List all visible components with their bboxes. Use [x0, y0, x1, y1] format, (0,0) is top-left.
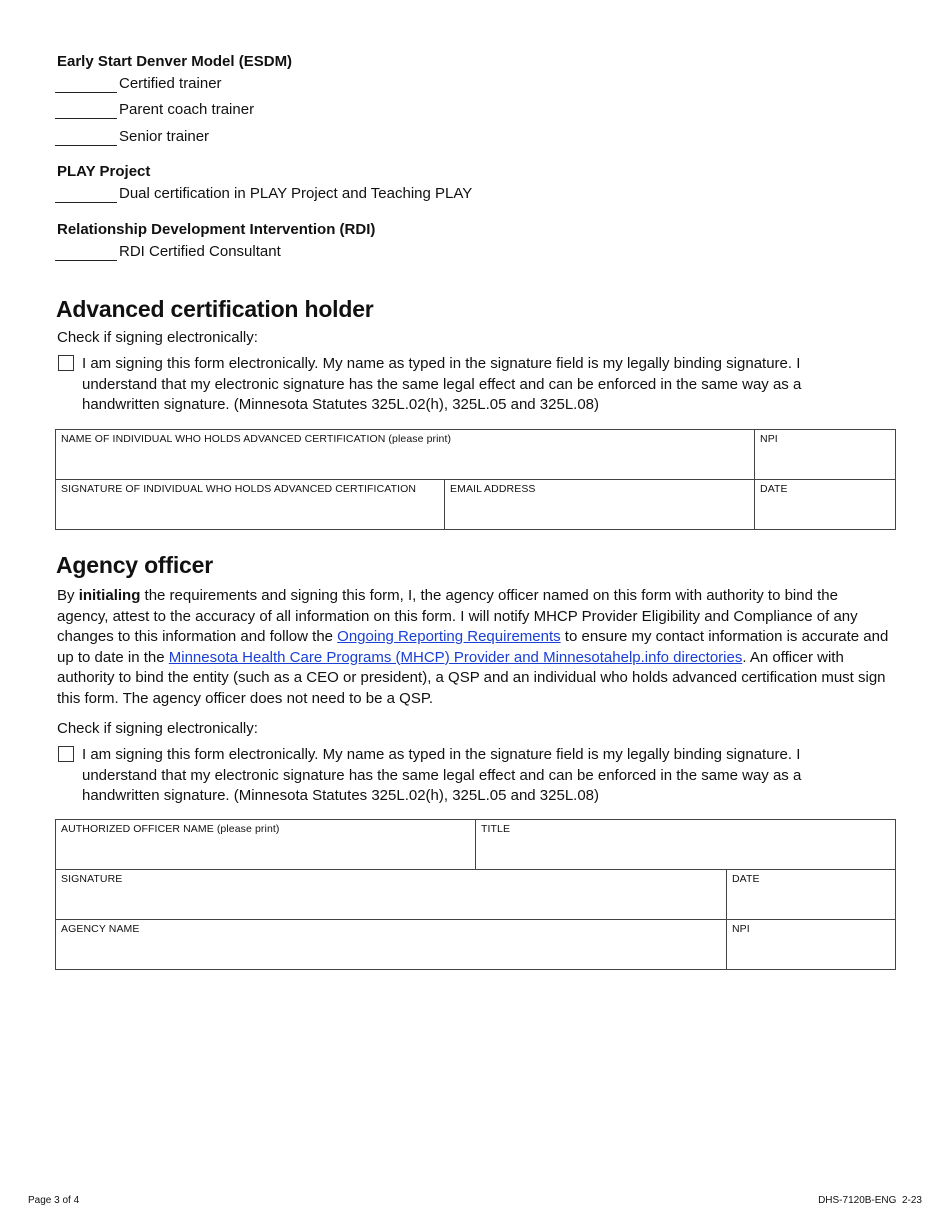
officer-date-label: DATE: [732, 873, 760, 885]
officer-signature-label: SIGNATURE: [61, 873, 123, 885]
advanced-signature-label: SIGNATURE OF INDIVIDUAL WHO HOLDS ADVANCED CERTIFICATION: [61, 483, 417, 495]
rdi-heading: Relationship Development Intervention (RDI): [57, 221, 376, 238]
advanced-esign-text: I am signing this form electronically. My name as typed in the signature field is my legally binding signature. I understand that my electronic signature has the same legal effect and can be enforced in the same way as a handwritten signature. (Minnesota Statutes 325L.02(h), 325L.05 and 325L.08): [82, 355, 802, 413]
esdm-certified-trainer-label: Certified trainer: [119, 75, 222, 92]
form-id: DHS-7120B-ENG 2-23: [818, 1195, 922, 1206]
officer-signature-table: [55, 819, 896, 970]
officer-agency-name-field[interactable]: [56, 920, 727, 970]
officer-esign-text: I am signing this form electronically. My name as typed in the signature field is my legally binding signature. I understand that my electronic signature has the same legal effect and can be enforced in the same way as a handwritten signature. (Minnesota Statutes 325L.02(h), 325L.05 and 325L.08): [82, 746, 802, 804]
officer-para-text-2: the requirements and signing this form, I, the agency officer named on this form with authority to bind the agency, attest to the accuracy of all information on this form. I will notify MHCP Provider Eligibility and Compliance of any changes to this information and follow the: [57, 587, 858, 645]
officer-date-field[interactable]: [727, 870, 896, 920]
advanced-esign-checkbox[interactable]: [58, 355, 74, 371]
advanced-name-label: NAME OF INDIVIDUAL WHO HOLDS ADVANCED CERTIFICATION (please print): [61, 433, 452, 445]
play-dual-cert-label: Dual certification in PLAY Project and Teaching PLAY: [119, 185, 473, 202]
advanced-date-field[interactable]: [755, 480, 896, 530]
ongoing-reporting-link[interactable]: Ongoing Reporting Requirements: [337, 628, 561, 645]
advanced-npi-field[interactable]: [755, 430, 896, 480]
esdm-senior-trainer-label: Senior trainer: [119, 128, 210, 145]
advanced-date-label: DATE: [760, 483, 788, 495]
officer-esign-checkbox[interactable]: [58, 746, 74, 762]
officer-npi-field[interactable]: [727, 920, 896, 970]
officer-para-text-4: . An officer with authority to bind the entity (such as a CEO or president), a QSP and an individual who holds advanced certification must sign this form. The agency officer does not need to be a QSP.: [57, 648, 886, 707]
esdm-certified-trainer-blank[interactable]: [55, 77, 117, 93]
advanced-signature-table: [55, 429, 896, 530]
officer-para-text-1: By: [57, 587, 79, 604]
advanced-email-label: EMAIL ADDRESS: [450, 483, 536, 495]
advanced-cert-title: Advanced certification holder: [56, 296, 374, 322]
officer-title-field[interactable]: [476, 820, 896, 870]
advanced-check-prompt: Check if signing electronically:: [57, 329, 258, 346]
officer-para-text-3: to ensure my contact information is accurate and up to date in the: [57, 628, 889, 666]
play-heading: PLAY Project: [57, 163, 151, 180]
officer-attestation-paragraph: [57, 586, 892, 709]
mhcp-directory-link[interactable]: Minnesota Health Care Programs (MHCP) Provider and Minnesotahelp.info directories: [168, 648, 743, 666]
esdm-parent-coach-trainer-label: Parent coach trainer: [119, 101, 255, 118]
page-number: Page 3 of 4: [28, 1195, 80, 1206]
advanced-email-field[interactable]: [445, 480, 755, 530]
officer-name-field[interactable]: [56, 820, 476, 870]
officer-name-label: AUTHORIZED OFFICER NAME (please print): [61, 823, 280, 835]
advanced-npi-label: NPI: [760, 433, 778, 445]
officer-title-label: TITLE: [481, 823, 511, 835]
esdm-heading: Early Start Denver Model (ESDM): [57, 53, 293, 70]
rdi-consultant-blank[interactable]: [55, 245, 117, 261]
esdm-senior-trainer-blank[interactable]: [55, 130, 117, 146]
officer-para-initialing: initialing: [78, 587, 141, 604]
officer-agency-name-label: AGENCY NAME: [61, 923, 140, 935]
officer-check-prompt: Check if signing electronically:: [57, 720, 258, 737]
officer-signature-field[interactable]: [56, 870, 727, 920]
advanced-signature-field[interactable]: [56, 480, 445, 530]
agency-officer-title: Agency officer: [56, 552, 213, 578]
officer-npi-label: NPI: [732, 923, 750, 935]
rdi-consultant-label: RDI Certified Consultant: [119, 243, 281, 260]
esdm-parent-coach-trainer-blank[interactable]: [55, 103, 117, 119]
advanced-name-field[interactable]: [56, 430, 755, 480]
play-dual-cert-blank[interactable]: [55, 187, 117, 203]
